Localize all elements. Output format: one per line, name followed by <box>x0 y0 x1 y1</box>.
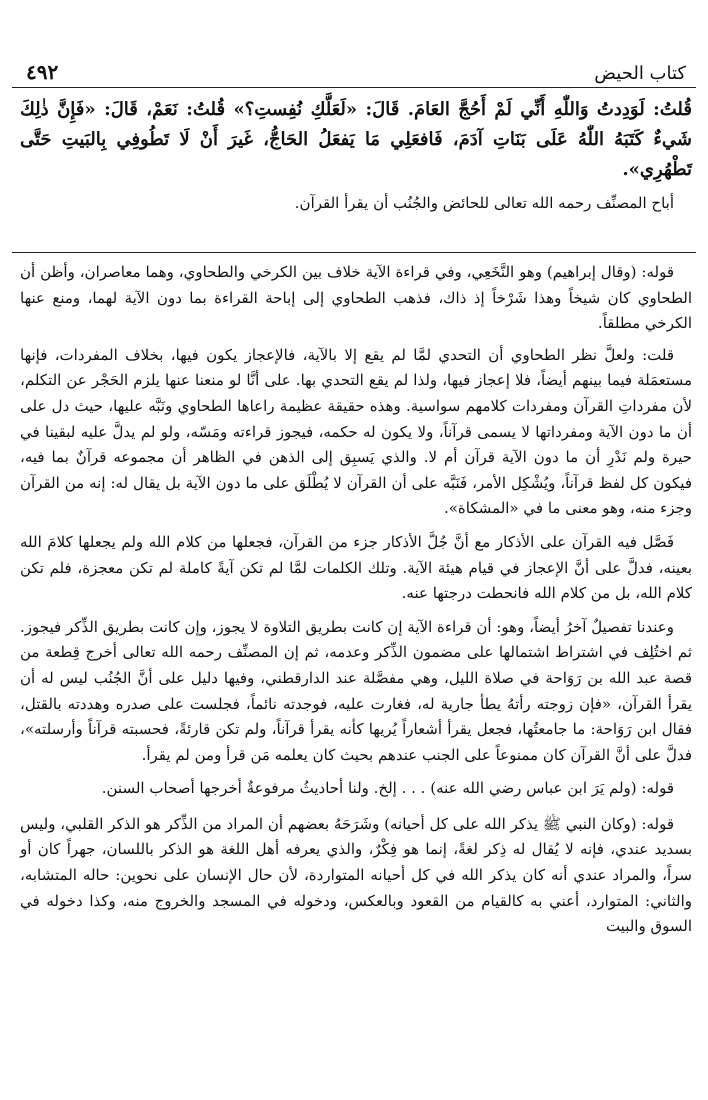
commentary-paragraph: قوله: (وقال إبراهيم) وهو النَّخَعِي، وفي قراءة الآية خلاف بين الكرخي والطحاوي، وهما معاصران، وأظن أن الطحاوي كان شيخاً وهذا شَرْخاً إذ ذاك، فذهب الطحاوي إلى إباحة القراءة بما دون الآية لهما، ومنع عنها الكرخي مطلقاً. <box>20 263 692 333</box>
header-rule <box>12 87 696 88</box>
page-header <box>26 58 686 84</box>
commentary-paragraph: فَصَّل فيه القرآن على الأذكار مع أنَّ جُلَّ الأذكار جزء من القرآن، فجعلها من كلام الله ولم يجعلها كلامَ الله بعينه، فدلَّ على أنَّ الإعجاز في قيام هيئة الآية. وتلك الكلمات لمَّا لم تكن آيةً كاملة لم تكن معجزة، فلم تكن كلام الله، بل من كلام الله فانحطت درجتها عنه. <box>20 532 692 603</box>
commentary-paragraph: وعندنا تفصيلٌ آخرُ أيضاً، وهو: أن قراءة الآية إن كانت بطريق التلاوة لا يجوز، وإن كانت بطريق الذِّكر فيجوز. ثم اختُلِف في اشتراط اشتمالها على مضمون الذِّكر وعدمه، ثم إن المصنِّف رحمه الله تعالى أخرج قِطعة من قصة عبد الله بن رَوَاحة في صلاة الليل، وهي مفصَّلة عند الدارقطني، وفيها دليل على أنَّ الجُنُب ليس له أن يقرأ القرآن، «فإن زوجته رأتهُ يطأ جارية له، فغارت عليه، فوجدته نائماً، فجلست على صدره وهددته بالقتل، فقال ابن رَوَاحة: ما جامعتُها، فجعل يقرأ أشعاراً يُريها كأنه يقرأ قرآناً، ولم تكن قارئةً، فحسبته قرآناً وأرسلته»، فدلَّ على أنَّ القرآن كان ممنوعاً على الجنب عندهم بحيث كان يعلمه مَن قرأ ومن لم يقرأ. <box>20 617 692 764</box>
hadith-paragraph <box>20 95 692 185</box>
commentary-paragraph: قوله: (وكان النبي ﷺ يذكر الله على كل أحيانه) وشَرَحَهُ بعضهم أن المراد من الذِّكر هو الذكر القلبي، وليس بسديد عندي، فإنه لا يُقال له ذِكر لغةً، إنما هو فِكْرٌ، والذي يعرفه أهل اللغة هو الذكر باللسان، جهراً كان أو سراً، والمراد عندي أنه كان يذكر الله في كل أحيانه المتواردة، لأن حال الإنسان على نحوين: حاله المتشابه، والثاني: المتوارد، أعني به كالقيام من القعود وبالعكس، ودخوله في المسجد والخروج منه، وكذا دخوله في السوق والبيت <box>20 814 692 936</box>
section-rule <box>12 252 696 253</box>
commentary-paragraph: قلت: ولعلَّ نظر الطحاوي أن التحدي لمَّا لم يقع إلا بالآية، فالإعجاز يكون فيها، بخلاف المفردات، فإنها مستعمَلة فيما بينهم أيضاً، فلا إعجاز فيها، ولذا لم يقع التحدي بها. على أنَّا لو منعنا عنها يلزم الحَجْر عن التكلم، لأن مفرداتِ القرآن ومفردات كلامهم سواسية. وهذه حقيقة عظيمة راعاها الطحاوي ونَبَّه عليها، حيث دل على أن ما دون الآية ومفرداتها لا يسمى قرآناً، ولا يكون له حكمه، فيجوز قراءته ومَسّه، ولو لم يدلَّ عليه لبقينا في حيرة ولم نَدْرِ أن ما دون الآية قرآن أم لا. والذي يَسبِق إلى الذهن في الظاهر أن مجموعه قرآنٌ بما فيه، فيكون كل لفظ قرآناً، ويُشْكِل الأمر، فَنَبَّه على أن القرآن لا يُطْلَق على ما دون الآية بل يقال له: إنه من القرآن وجزء منه، وهو معنى ما في «المشكاة». <box>20 345 692 518</box>
page-number: ٤٩٢ <box>26 60 59 84</box>
commentary-paragraph: قوله: (ولم يَرَ ابن عباس رضي الله عنه) . . . إلخ. ولنا أحاديثُ مرفوعةٌ أخرجها أصحاب السنن. <box>101 779 674 798</box>
hadith-text: قُلتُ: لَوَدِدتُ وَاللّٰهِ أَنِّي لَمْ أَحُجَّ العَامَ. قَالَ: «لَعَلَّكِ نُفِستِ؟» قُلتُ: نَعَمْ، قَالَ: «فَإِنَّ ذٰلِكَ شَيءٌ كَتَبَهُ اللّٰهُ عَلَى بَنَاتِ آدَمَ، فَافعَلِي مَا يَفعَلُ الحَاجُّ، غَيرَ أَنْ لَا تَطُوفِي بِالبَيتِ حَتَّى تَطْهُرِي». <box>20 99 692 180</box>
running-title: كتاب الحيض <box>594 63 686 84</box>
page-body-lower <box>20 260 692 940</box>
page-body <box>20 95 692 217</box>
commentary-paragraph: أباح المصنِّف رحمه الله تعالى للحائض والجُنُب أن يقرأ القرآن. <box>294 194 674 212</box>
